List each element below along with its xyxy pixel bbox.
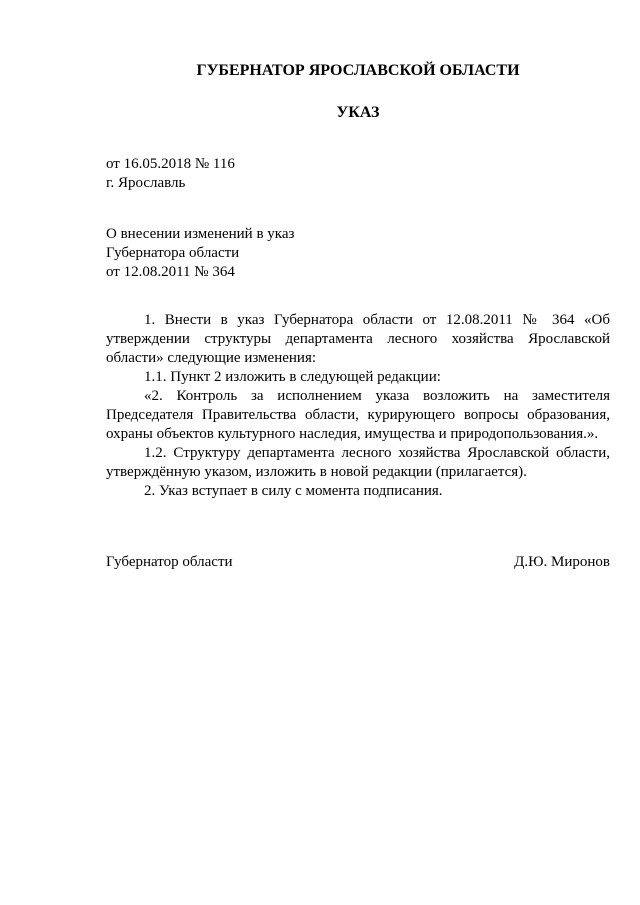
subject-line-1: О внесении изменений в указ — [106, 226, 295, 242]
signatory-title: Губернатор области — [106, 554, 233, 570]
subject-line-3: от 12.08.2011 № 364 — [106, 264, 235, 280]
paragraph-1-2: 1.2. Структуру департамента лесного хозяйства Ярославской области, утверждённую указом, изложить в новой редакции (прилагается). — [106, 445, 610, 480]
document-meta — [106, 155, 235, 193]
authority-heading: ГУБЕРНАТОР ЯРОСЛАВСКОЙ ОБЛАСТИ — [196, 62, 520, 79]
paragraph-quote: «2. Контроль за исполнением указа возложить на заместителя Председателя Правительства области, курирующего вопросы образования, охраны объектов культурного наследия, имущества и природопользования.». — [106, 388, 610, 442]
date-number: от 16.05.2018 № 116 — [106, 156, 235, 172]
subject-line-2: Губернатора области — [106, 245, 240, 261]
paragraph-1-1: 1.1. Пункт 2 изложить в следующей редакции: — [144, 369, 441, 385]
document-subject — [106, 225, 294, 282]
paragraph-2: 2. Указ вступает в силу с момента подписания. — [144, 483, 443, 499]
signatory-name: Д.Ю. Миронов — [514, 554, 610, 570]
document-body — [106, 311, 610, 501]
document-type-heading: УКАЗ — [336, 104, 380, 121]
paragraph-1: 1. Внести в указ Губернатора области от 12.08.2011 № 364 «Об утверждении структуры департамента лесного хозяйства Ярославской области» следующие изменения: — [106, 312, 610, 366]
signature-block — [106, 553, 610, 572]
city: г. Ярославль — [106, 175, 186, 191]
